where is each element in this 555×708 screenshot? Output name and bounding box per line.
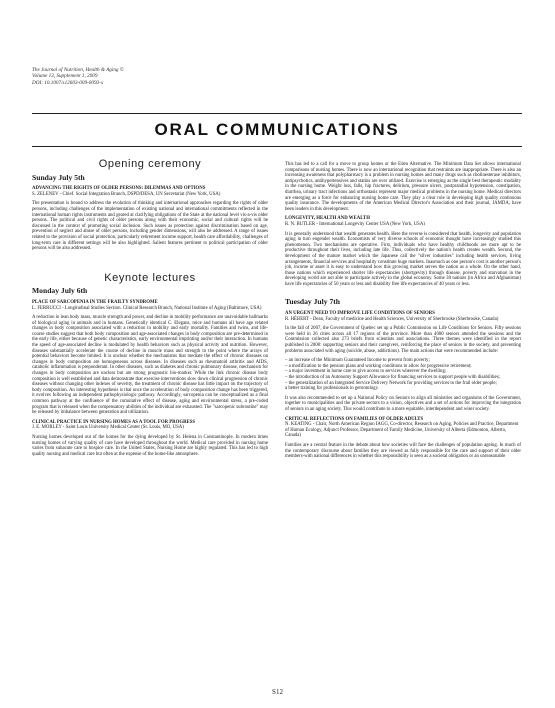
article-body: The presentation is bound to address the evolution of thinking and international approaches regarding the rights of older persons, including challenges of the implementation of existing national and international commitments reflected in the international human rights instruments and geared at clarifying obligations of the State at the national level vis-a-vis older persons. The political and civil rights of older persons along with their economic, social and cultural rights will be discussed in the context of promoting social inclusion. Such issues as protection against discrimination based on age, prevention of neglect and abuse of older persons, including gender dimensions, will also be addressed. A range of issues related to the provision of social protection, particularly retirement income support, health care affordability, challenges of long-term care in different settings will be also highlighted. Salient features pertinent to political participation of older persons will be also addressed. [32,201,268,252]
left-column [32,158,268,461]
article-body-continued: This has led to a call for a move to group homes or the Eden Alternative. The Minimum Data Set allows international comparisons of nursing homes. There is now an international recognition that restraints are inappropriate. There is also an increasing awareness that polypharmacy is a problem in nursing homes and many drugs such as cholinesterase inhibitors, antipsychotics, antihypertensives and statins are over utilized. Exercise is emerging as the single best therapeutic modality in the nursing home. Weight loss, falls, hip fractures, delirium, pressure ulcers, postprandial hypotension, constipation, diarrhea, urinary tract infections and orthostasis represent major medical problems in the nursing home. Medical directors are emerging as a force for enhancing nursing home care. They play a clear role in developing high quality continuous quality insurance. The developments of the American Medical Director's Association and their journal, JAMDA, have been leaders in this development. [285,162,521,212]
article-authors: R. HÉBERT - Dean, Faculty of medicine and Health Sciences, University of Sherbrooke (Sherbrooke, Canada) [285,316,499,322]
day-heading-sunday: Sunday July 5th [32,172,85,182]
journal-title: The Journal of Nutrition, Health & Aging © [32,67,124,73]
article-title: ADVANCING THE RIGHTS OF OLDER PERSONS: DILEMMAS AND OPTIONS [32,186,206,192]
list-item: – a modification to the pension plans and working conditions to allow for progressive retirement; [285,363,472,369]
article-body: In the fall of 2007, the Government of Quebec set up a Public Commission on Life Conditions for Seniors. Fifty sessions were held in 26 cities across all 17 regions of the province. More than 4000 seniors attended the sessions and the Commission collected also 273 briefs from scientists and associations. Three themes were identified in the report published in 2008: supporting seniors and their caregivers, reinforcing the place of seniors in the society, and preventing problems associated with aging (suicide, abuse, addictions). The main actions that were recommended include: [285,326,521,354]
article-body: Nursing homes developed out of the homes for the dying developed by St. Helena in Constantinople. In modern times nursing homes of varying quality of care have developed throughout the world. Medical care provided in nursing home varies from subacute care to hospice care. In the United States, Nursing Home are highly regulated. This has led to high quality nursing and medical care but often at the expense of the home-like atmosphere. [32,434,268,457]
section-title-keynote: Keynote lectures [104,271,196,284]
article-body: It is generally understood that wealth generates health. Here the reverse is considered that health, longevity and population aging in turn engender wealth. Economists of very diverse schools of economic thought have increasingly studied this phenomenon. Two mechanisms are operative. First, individuals who have healthy childhoods are more apt to be productive throughout their lives, including late life. Thus, collectively the nation's health creates wealth. Second, the development of the mature market which the Japanese call the "silver industries" including health services, living arrangements, financial services and hospitality constitute huge markets. Inasmuch as one person's cost is another person's job, income or asset it is easy to understand how this growing market serves the nation as a whole. On the other hand, those nations which experienced shorter life expectancies (shortgevity) through disease, poverty and starvation in the developing world are not able to participate actively in the global economy. Some 30 nations (in Africa and Afghanistan) have life expectancies of 50 years or less and disability free life expectancies of 40 years or less. [285,231,521,287]
journal-volume: Volume 13, Supplement 1, 2009 [32,73,98,80]
day-heading-tuesday: Tuesday July 7th [285,297,341,307]
article-authors: S. ZELENEV - Chief. Social Integration Branch, DSPD/DESA, UN Secretariat (New York, USA) [32,191,221,197]
article-authors: J. E. MORLEY - Saint Louis University Medical Center (St. Louis, MO, USA) [32,425,184,431]
page-number: S12 [272,688,283,696]
day-heading-monday: Monday July 6th [32,286,88,296]
list-item: – a major investment in home care to give access to services wherever the dwelling; [285,369,447,375]
article-title: PLACE OF SARCOPENIA IN THE FRAILTY SYNDROME [32,299,158,305]
list-item: – an increase of the Minimum Guaranteed Income to prevent from poverty; [285,358,430,364]
article-title: CLINICAL PRACTICE IN NURSING HOMES AS A TOOL FOR PROGRESS [32,419,196,425]
section-banner [32,113,522,147]
article-body: It was also recommended to set up a National Policy on Seniors to align all ministries and organisms of the Government, together to municipalities and the private sectors to a vision, objectives and a set of actions for improving the integration of seniors in an aging society. This would contribute to a more equitable, interdependent and wiser society. [285,395,521,412]
article-body: Families are a central feature in the debate about how societies will face the challenges of population ageing. In much of the contemporary discourse about families they are viewed as fully responsible for the care and support of their older members-with national differences in whether this responsibility is seen as a societal obligation or an unreasonable [285,442,521,460]
journal-info [32,67,124,86]
article-title: LONGEVITY, HEALTH AND WEALTH [285,216,370,222]
article-authors: R. N. BUTLER - International Longevity Center USA (New York, USA) [285,221,425,227]
article-authors: L. FERRUCCI - Longitudinal Studies Section. Clinical Research Branch, National Institute of Aging (Baltimore, USA) [32,305,262,311]
list-item: – the generalization of an Integrated Service Delivery Network for providing services to the frail older people; [285,380,497,386]
article-title: CRITICAL REFLECTIONS ON FAMILIES OF OLDER ADULTS [285,416,424,422]
banner-title: ORAL COMMUNICATIONS [154,120,400,139]
section-title-opening: Opening ceremony [98,158,202,170]
article-body: A reduction in lean body mass, muscle strength and power, and decline in mobility performance are unavoidable hallmarks of biological aging in animals and in humans. Genetically identical C. Elegans, mice and humans all have age related changes in body composition associated with a reduction in mobility and early mortality. Families and twins, and life-course studies suggest that both body composition and age-associated changes in body composition are pre-determined in the early life, either because of genetic characteristics, early environmental imprinting and/or their interaction. In humans the speed of age-associated decline is modulated by health behaviors such as physical activity and nutrition. However, diseases substantially accelerate the course of decline in muscle mass and strength to the point where the arrays of potential behaviors become limited. It is unclear whether the mechanisms that mediate the effect of chronic diseases on changes in body composition are homogeneous across diseases. In diseases such as rheumatoid arthritis and AIDS, catabolic inflammation is preponderant. In other diseases, such as diabetes and chronic pulmonary disease, mechanism for changes in body composition are unclear but are strong prognostic bio-marker. While the link chronic disease body composition is well established and data demonstrate that exercise interventions slow down clinical progression of chronic diseases without changing other indexes of severity, the treatment of chronic disease has little impact on the trajectory of body composition. An interesting hypothesis is that once the acceleration of body composition change has been triggered, it evolves following an independent pathophysiologic pathway. Accordingly, sarcopenia can be conceptualized as a final common pathway at the confluence of the cumulative effect of disease, aging and environmental stress, a pre-coded program that is released when the compensatory abilities of the individual are exhausted. The "sarcopenic subroutine" may be released by imbalance between generation and utilization. [32,315,268,416]
article-authors: N. KEATING - Chair, North American Region IAGG, Co-director, Research on Aging, Policies and Practice, Department of Human Ecology, Adjunct Professor, Department of Family Medicine, University of Alberta (Edmonton, Alberta, Canada) [285,422,519,439]
list-item: a better training for professionals in gerontology. [285,386,379,392]
article-title: AN URGENT NEED TO IMPROVE LIFE CONDITIONS OF SENIORS [285,311,435,317]
recommendation-list [285,358,521,392]
journal-doi: DOI: 10.1007/s12603-009-0093-x [32,79,104,86]
list-item: – the introduction of an Autonomy Support Allowance for financing services to support people with disabilities; [285,375,500,380]
right-column [285,162,521,464]
